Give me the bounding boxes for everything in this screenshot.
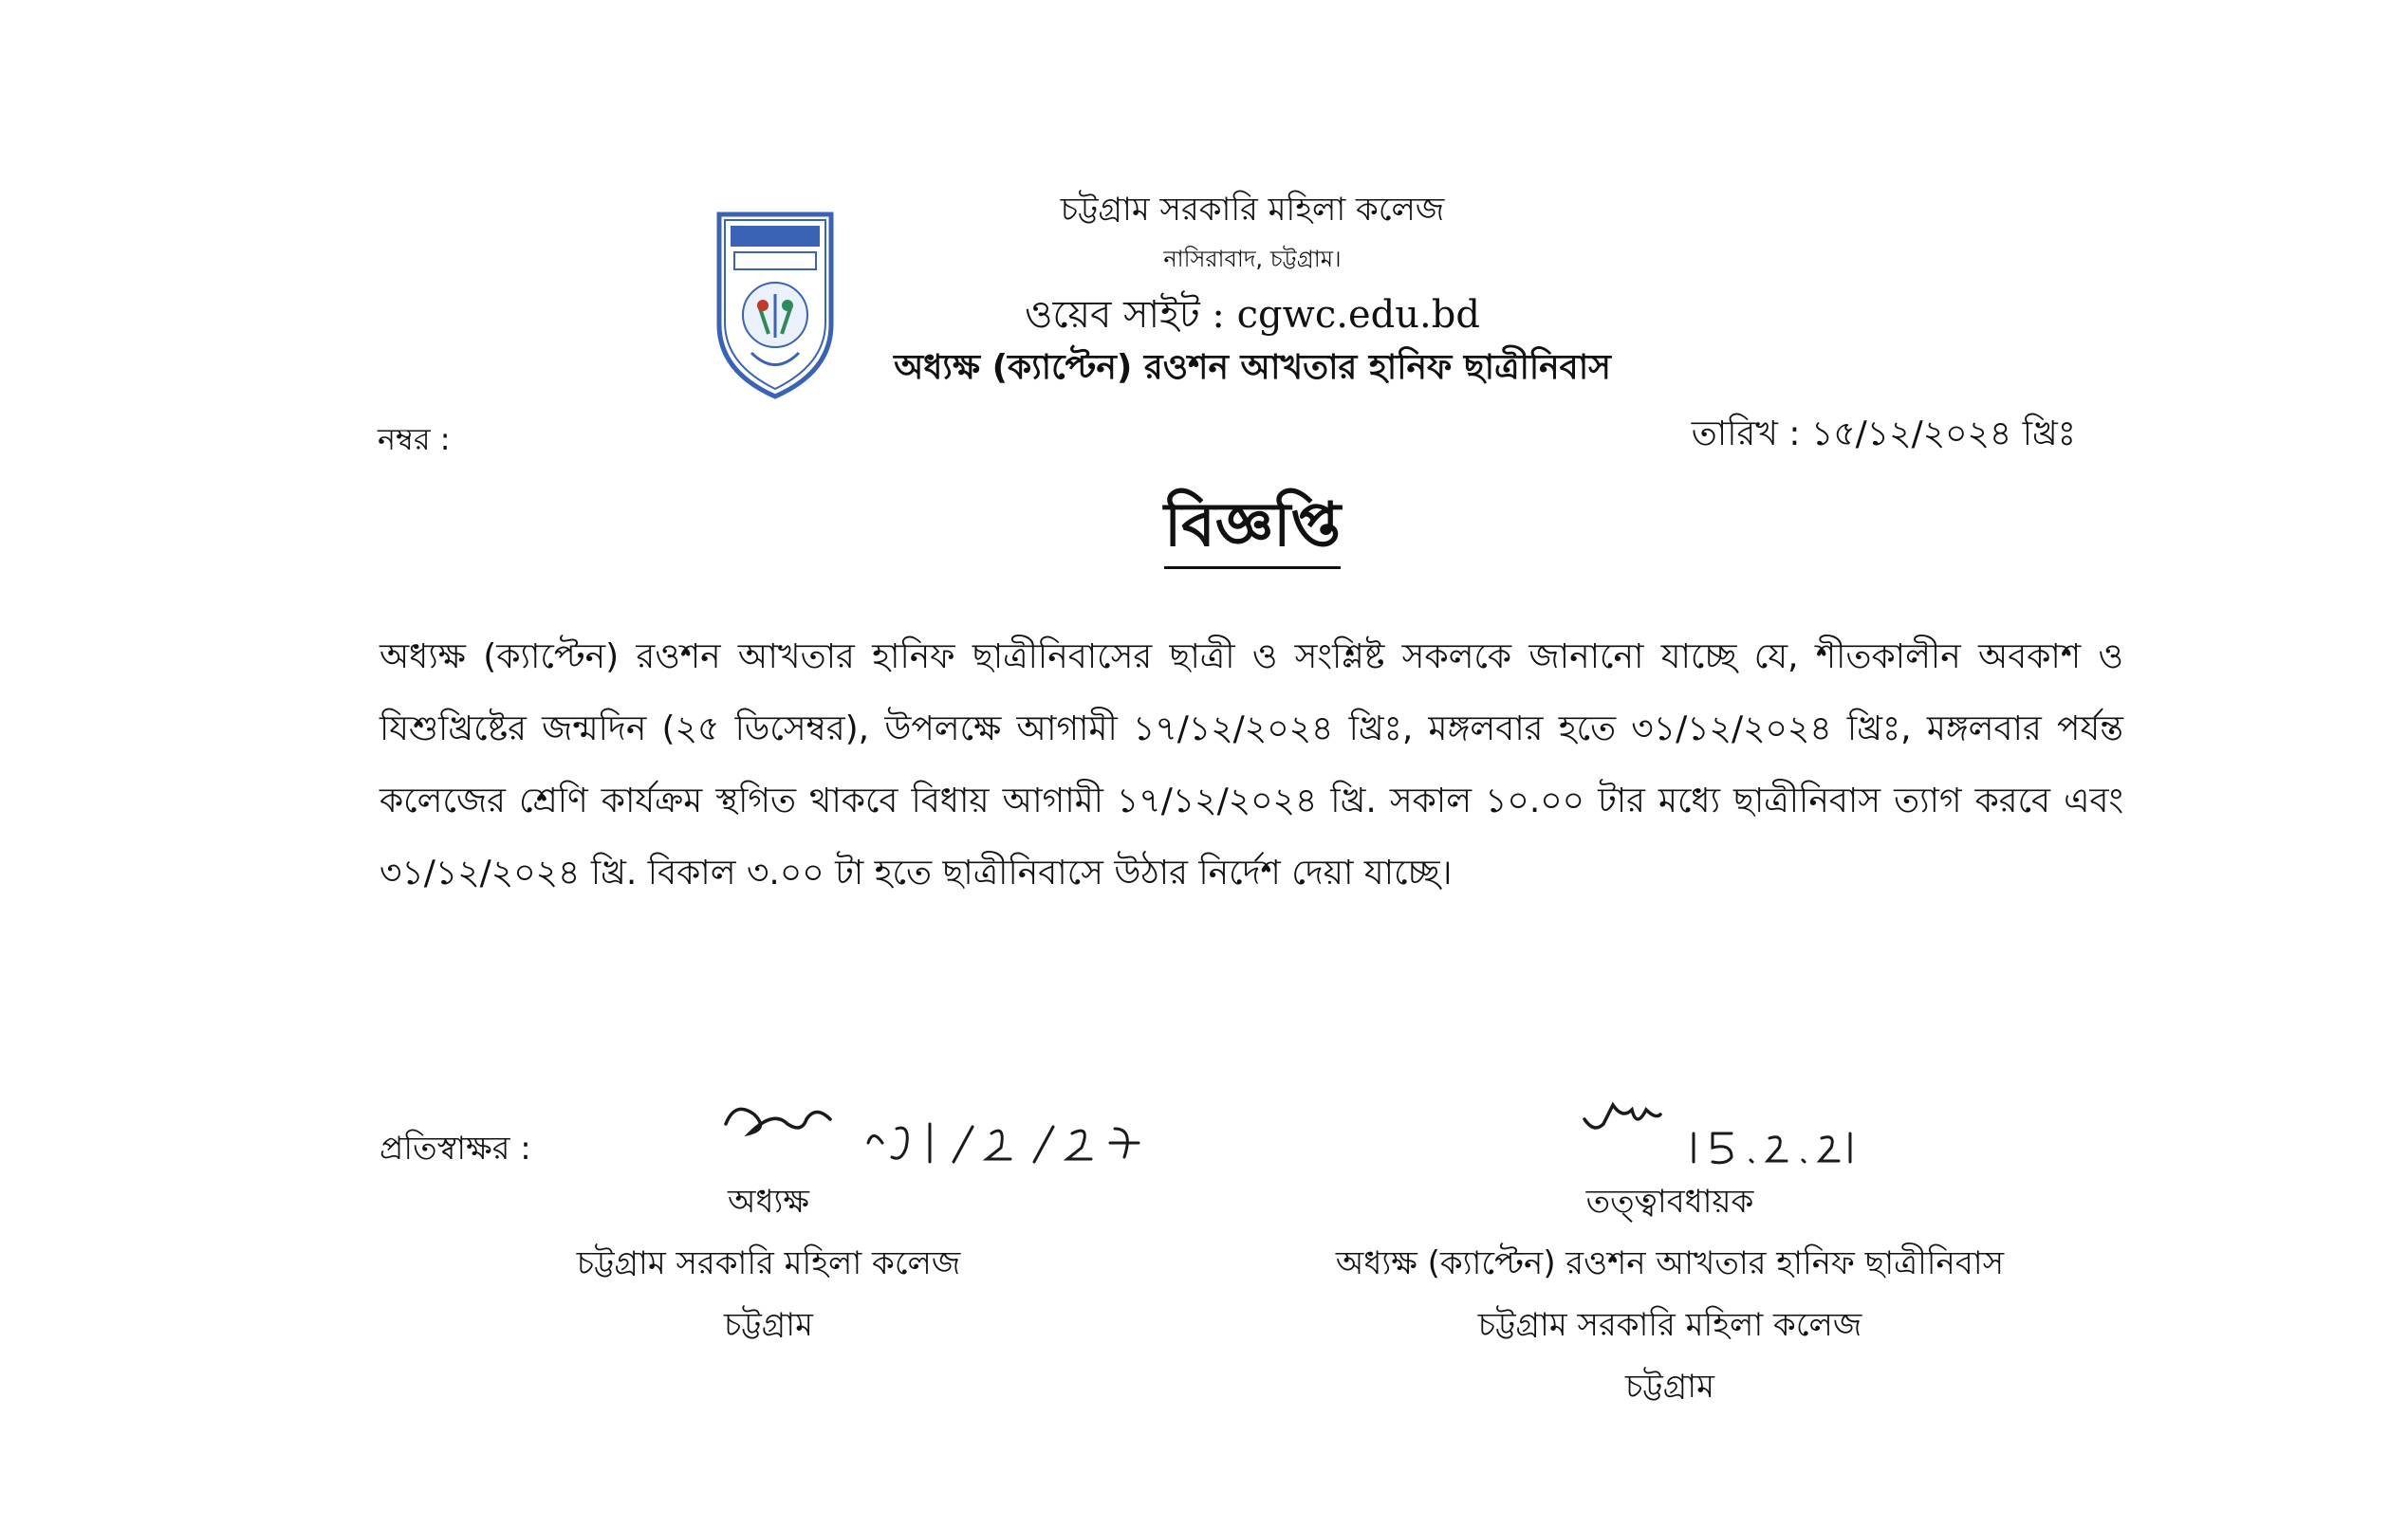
college-address: নাসিরাবাদ, চট্টগ্রাম। <box>1163 246 1342 272</box>
superintendent-signature-icon <box>1580 1091 1864 1176</box>
principal-designation: অধ্যক্ষ <box>728 1183 809 1221</box>
notice-title-text: বিজ্ঞপ্তি <box>1164 490 1341 569</box>
college-website: ওয়েব সাইট : cgwc.edu.bd <box>1025 293 1480 337</box>
superintendent-college: চট্টগ্রাম সরকারি মহিলা কলেজ <box>1477 1306 1862 1344</box>
superintendent-city: চট্টগ্রাম <box>1625 1368 1714 1406</box>
principal-signature <box>716 1091 1162 1176</box>
superintendent-designation: তত্ত্বাবধায়ক <box>1585 1183 1754 1221</box>
reference-number-label: নম্বর : <box>378 421 451 457</box>
college-crest-icon <box>713 211 837 400</box>
college-logo <box>713 211 837 400</box>
principal-signature-block <box>531 1171 1006 1356</box>
principal-city: চট্টগ্রাম <box>724 1306 813 1344</box>
notice-body: অধ্যক্ষ (ক্যাপ্টেন) রওশন আখতার হানিফ ছাত্রীনিবাসের ছাত্রী ও সংশ্লিষ্ট সকলকে জানানো যাচ্ছে যে, শীতকালীন অবকাশ ও যিশুখ্রিষ্টের জন্মদিন (২৫ ডিসেম্বর), উপলক্ষে আগামী ১৭/১২/২০২৪ খ্রিঃ, মঙ্গলবার হতে ৩১/১২/২০২৪ খ্রিঃ, মঙ্গলবার পর্যন্ত কলেজের শ্রেণি কার্যক্রম স্থগিত থাকবে বিধায় আগামী ১৭/১২/২০২৪ খ্রি. সকাল ১০.০০ টার মধ্যে ছাত্রীনিবাস ত্যাগ করবে এবং ৩১/১২/২০২৪ খ্রি. বিকাল ৩.০০ টা হতে ছাত্রীনিবাসে উঠার নির্দেশ দেয়া যাচ্ছে। <box>380 637 2123 893</box>
notice-title <box>949 479 1556 580</box>
superintendent-signature-block <box>1233 1171 2106 1418</box>
superintendent-organization: অধ্যক্ষ (ক্যাপ্টেন) রওশন আখতার হানিফ ছাত্রীনিবাস <box>1335 1244 2005 1282</box>
principal-organization: চট্টগ্রাম সরকারি মহিলা কলেজ <box>576 1244 961 1282</box>
superintendent-signature <box>1580 1091 1864 1176</box>
hostel-name: অধ্যক্ষ (ক্যাপ্টেন) রওশন আখতার হানিফ ছাত্রীনিবাস <box>894 348 1611 387</box>
countersign-label: প্রতিস্বাক্ষর : <box>380 1130 531 1168</box>
college-name: চট্টগ্রাম সরকারি মহিলা কলেজ <box>1060 191 1445 229</box>
principal-signature-icon <box>716 1091 1162 1176</box>
notice-date: তারিখ : ১৫/১২/২০২৪ খ্রিঃ <box>1691 414 2076 453</box>
